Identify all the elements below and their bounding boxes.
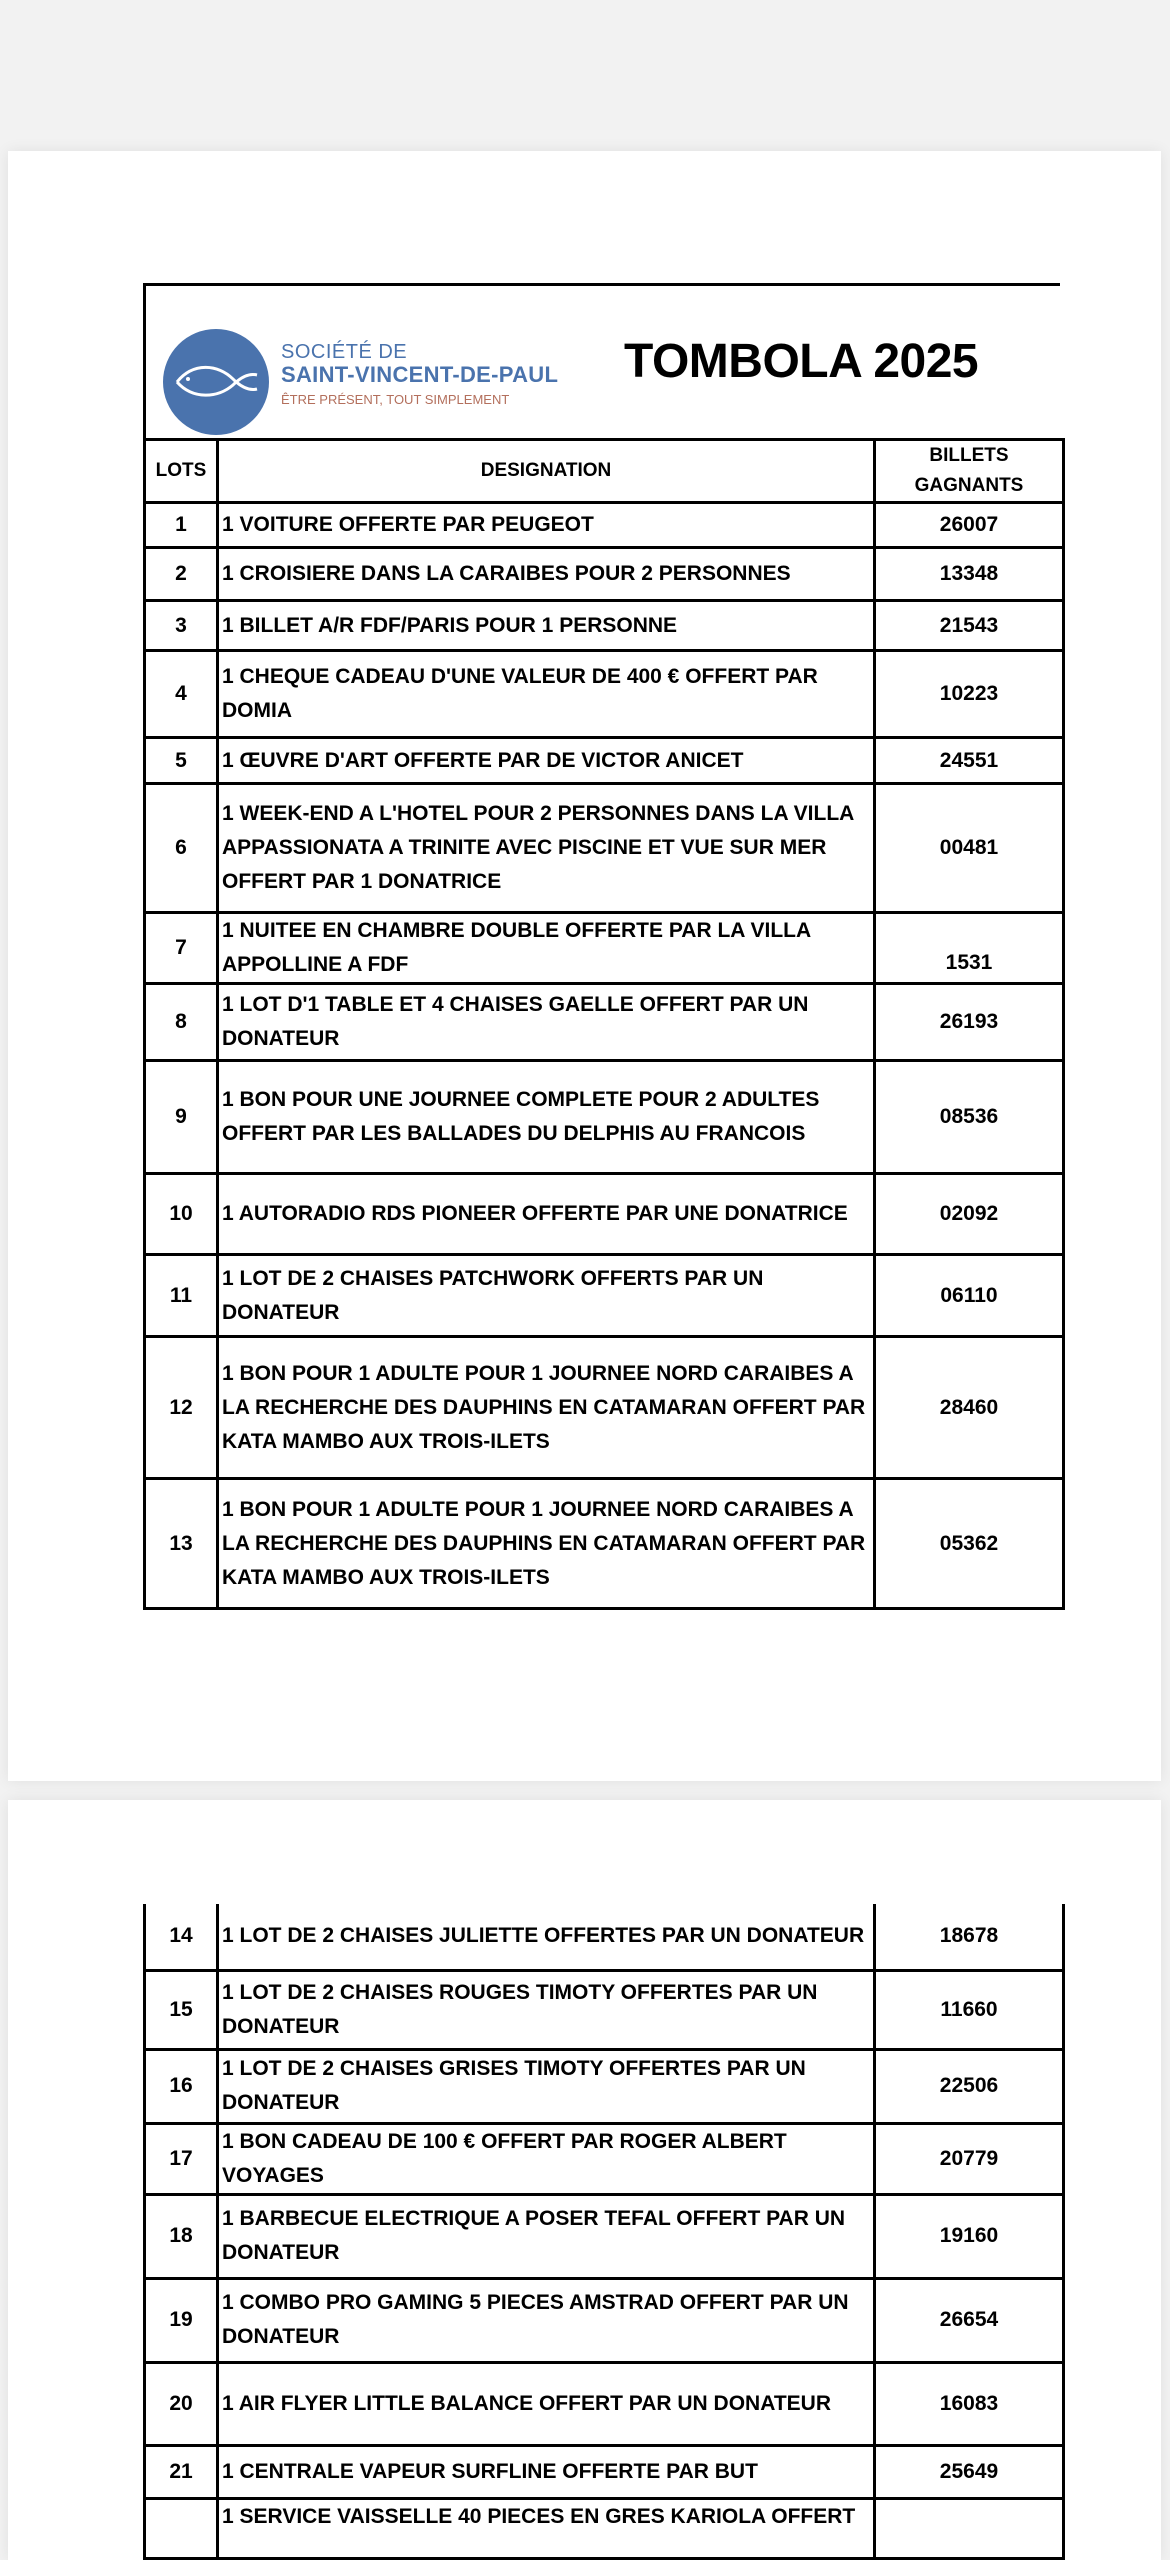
winning-ticket: 26007: [875, 503, 1064, 548]
lot-number: 3: [145, 601, 218, 651]
table-row: [145, 1174, 1064, 1255]
winning-ticket: 19160: [875, 2194, 1064, 2278]
organization-logo-text: [281, 342, 558, 406]
prize-designation: 1 VOITURE OFFERTE PAR PEUGEOT: [218, 503, 875, 548]
document-header: [143, 283, 1060, 439]
column-header-billets: BILLETS GAGNANTS: [875, 440, 1064, 503]
winning-ticket: 05362: [875, 1479, 1064, 1609]
prize-designation: 1 LOT DE 2 CHAISES PATCHWORK OFFERTS PAR UN DONATEUR: [218, 1255, 875, 1337]
column-header-lots: LOTS: [145, 440, 218, 503]
lot-number: 10: [145, 1174, 218, 1255]
prize-designation: 1 CHEQUE CADEAU D'UNE VALEUR DE 400 € OFFERT PAR DOMIA: [218, 651, 875, 738]
lot-number: 12: [145, 1337, 218, 1479]
table-row: [145, 1061, 1064, 1174]
lot-number: [145, 2498, 218, 2558]
table-row: [145, 2123, 1064, 2194]
prizes-table-page-2: [143, 1904, 1065, 2560]
prize-designation: 1 LOT DE 2 CHAISES JULIETTE OFFERTES PAR UN DONATEUR: [218, 1904, 875, 1970]
prize-designation: 1 AIR FLYER LITTLE BALANCE OFFERT PAR UN DONATEUR: [218, 2362, 875, 2445]
table-row: [145, 1904, 1064, 1970]
winning-ticket: 20779: [875, 2123, 1064, 2194]
table-row: [145, 2362, 1064, 2445]
winning-ticket: 13348: [875, 548, 1064, 601]
winning-ticket: 26193: [875, 984, 1064, 1061]
prize-designation: 1 BON POUR UNE JOURNEE COMPLETE POUR 2 ADULTES OFFERT PAR LES BALLADES DU DELPHIS AU FRANCOIS: [218, 1061, 875, 1174]
lot-number: 18: [145, 2194, 218, 2278]
table-row: [145, 2445, 1064, 2498]
prize-designation: 1 BON POUR 1 ADULTE POUR 1 JOURNEE NORD CARAIBES A LA RECHERCHE DES DAUPHINS EN CATAMARAN OFFERT PAR KATA MAMBO AUX TROIS-ILETS: [218, 1337, 875, 1479]
winning-ticket: 1531: [875, 913, 1064, 984]
lot-number: 21: [145, 2445, 218, 2498]
table-row: [145, 2498, 1064, 2558]
prize-designation: 1 BILLET A/R FDF/PARIS POUR 1 PERSONNE: [218, 601, 875, 651]
table-row: [145, 2194, 1064, 2278]
winning-ticket: 00481: [875, 784, 1064, 913]
table-row: [145, 738, 1064, 784]
lot-number: 6: [145, 784, 218, 913]
table-row: [145, 548, 1064, 601]
winning-ticket: 21543: [875, 601, 1064, 651]
lot-number: 4: [145, 651, 218, 738]
table-row: [145, 651, 1064, 738]
prize-designation: 1 BON CADEAU DE 100 € OFFERT PAR ROGER ALBERT VOYAGES: [218, 2123, 875, 2194]
lot-number: 19: [145, 2278, 218, 2362]
table-row: [145, 1479, 1064, 1609]
table-row: [145, 913, 1064, 984]
logo-line-2: SAINT-VINCENT-DE-PAUL: [281, 362, 559, 387]
table-row: [145, 2049, 1064, 2123]
lot-number: 7: [145, 913, 218, 984]
winning-ticket: 28460: [875, 1337, 1064, 1479]
lot-number: 14: [145, 1904, 218, 1970]
lot-number: 8: [145, 984, 218, 1061]
winning-ticket: 26654: [875, 2278, 1064, 2362]
logo-line-1: SOCIÉTÉ DE: [281, 341, 408, 363]
winning-ticket: 24551: [875, 738, 1064, 784]
prize-designation: 1 AUTORADIO RDS PIONEER OFFERTE PAR UNE DONATRICE: [218, 1174, 875, 1255]
lot-number: 20: [145, 2362, 218, 2445]
prize-designation: 1 CROISIERE DANS LA CARAIBES POUR 2 PERSONNES: [218, 548, 875, 601]
fish-icon: [163, 329, 269, 435]
lot-number: 13: [145, 1479, 218, 1609]
prize-designation: 1 WEEK-END A L'HOTEL POUR 2 PERSONNES DANS LA VILLA APPASSIONATA A TRINITE AVEC PISCINE ET VUE SUR MER OFFERT PAR 1 DONATRICE: [218, 784, 875, 913]
table-row: [145, 503, 1064, 548]
prize-designation: 1 COMBO PRO GAMING 5 PIECES AMSTRAD OFFERT PAR UN DONATEUR: [218, 2278, 875, 2362]
table-header-row: [145, 440, 1064, 503]
lot-number: 16: [145, 2049, 218, 2123]
lot-number: 15: [145, 1970, 218, 2049]
winning-ticket: [875, 2498, 1064, 2558]
winning-ticket: 06110: [875, 1255, 1064, 1337]
table-row: [145, 1337, 1064, 1479]
table-row: [145, 601, 1064, 651]
table-row: [145, 984, 1064, 1061]
lot-number: 17: [145, 2123, 218, 2194]
winning-ticket: 08536: [875, 1061, 1064, 1174]
logo-badge: [163, 329, 269, 435]
prizes-table-page-1: [143, 438, 1065, 1610]
winning-ticket: 11660: [875, 1970, 1064, 2049]
winning-ticket: 10223: [875, 651, 1064, 738]
document-page-2: [8, 1800, 1161, 2560]
table-row: [145, 784, 1064, 913]
winning-ticket: 22506: [875, 2049, 1064, 2123]
prize-designation: 1 SERVICE VAISSELLE 40 PIECES EN GRES KARIOLA OFFERT: [218, 2498, 875, 2558]
prize-designation: 1 ŒUVRE D'ART OFFERTE PAR DE VICTOR ANICET: [218, 738, 875, 784]
winning-ticket: 25649: [875, 2445, 1064, 2498]
prize-designation: 1 BON POUR 1 ADULTE POUR 1 JOURNEE NORD CARAIBES A LA RECHERCHE DES DAUPHINS EN CATAMARAN OFFERT PAR KATA MAMBO AUX TROIS-ILETS: [218, 1479, 875, 1609]
table-row: [145, 2278, 1064, 2362]
table-row: [145, 1255, 1064, 1337]
lot-number: 11: [145, 1255, 218, 1337]
lot-number: 1: [145, 503, 218, 548]
prize-designation: 1 LOT DE 2 CHAISES GRISES TIMOTY OFFERTES PAR UN DONATEUR: [218, 2049, 875, 2123]
prize-designation: 1 CENTRALE VAPEUR SURFLINE OFFERTE PAR BUT: [218, 2445, 875, 2498]
document-title: TOMBOLA 2025: [624, 335, 979, 388]
prize-designation: 1 LOT D'1 TABLE ET 4 CHAISES GAELLE OFFERT PAR UN DONATEUR: [218, 984, 875, 1061]
winning-ticket: 18678: [875, 1904, 1064, 1970]
winning-ticket: 02092: [875, 1174, 1064, 1255]
logo-tagline: ÊTRE PRÉSENT, TOUT SIMPLEMENT: [281, 392, 510, 407]
lot-number: 5: [145, 738, 218, 784]
column-header-designation: DESIGNATION: [218, 440, 875, 503]
lot-number: 9: [145, 1061, 218, 1174]
prize-designation: 1 BARBECUE ELECTRIQUE A POSER TEFAL OFFERT PAR UN DONATEUR: [218, 2194, 875, 2278]
winning-ticket: 16083: [875, 2362, 1064, 2445]
prize-designation: 1 NUITEE EN CHAMBRE DOUBLE OFFERTE PAR LA VILLA APPOLLINE A FDF: [218, 913, 875, 984]
table-row: [145, 1970, 1064, 2049]
lot-number: 2: [145, 548, 218, 601]
document-page-1: [8, 151, 1161, 1781]
prize-designation: 1 LOT DE 2 CHAISES ROUGES TIMOTY OFFERTES PAR UN DONATEUR: [218, 1970, 875, 2049]
